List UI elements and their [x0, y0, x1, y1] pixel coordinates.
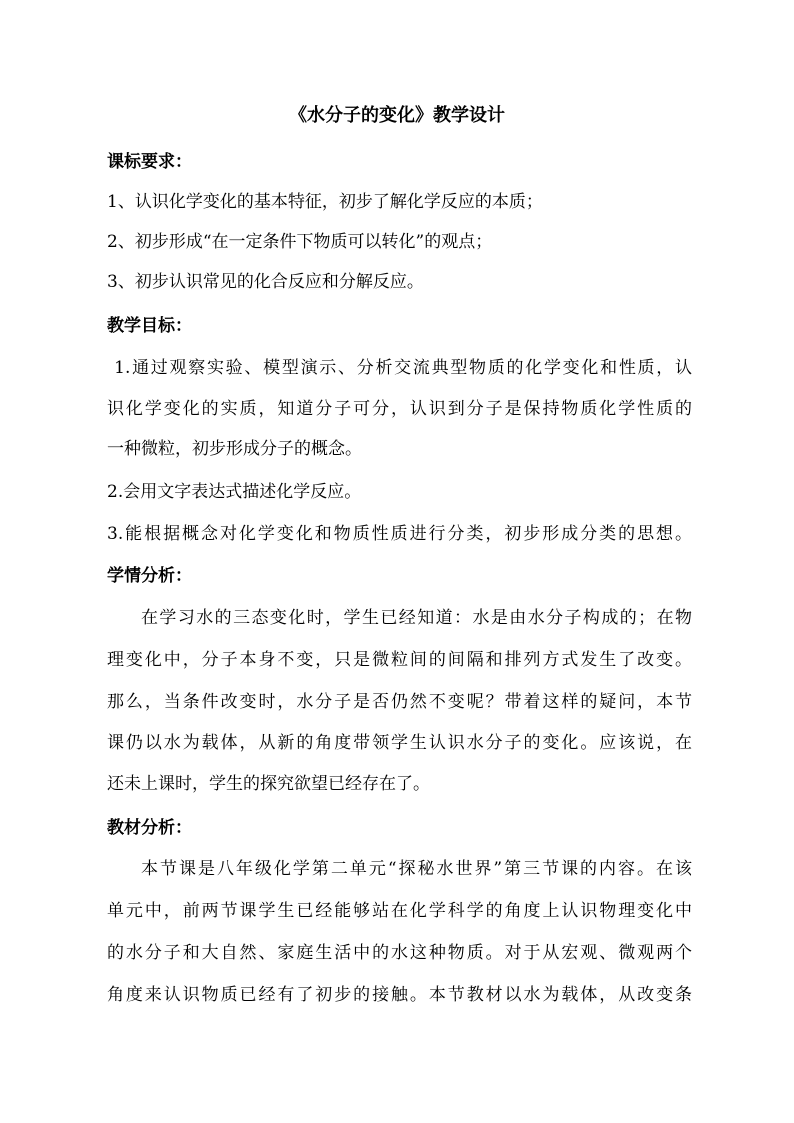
curriculum-item-3: 3、初步认识常见的化合反应和分解反应。	[107, 272, 424, 292]
student-analysis-line-2: 理变化中，分子本身不变，只是微粒间的间隔和排列方式发生了改变。	[107, 650, 692, 670]
curriculum-item-2: 2、初步形成“在一定条件下物质可以转化”的观点；	[107, 232, 493, 252]
objectives-heading: 教学目标：	[107, 316, 192, 336]
curriculum-heading: 课标要求：	[107, 152, 192, 172]
textbook-analysis-heading: 教材分析：	[107, 818, 192, 838]
objective-3: 3.能根据概念对化学变化和物质性质进行分类，初步形成分类的思想。	[107, 524, 692, 544]
textbook-analysis-line-3: 的水分子和大自然、家庭生活中的水这种物质。对于从宏观、微观两个	[107, 943, 692, 963]
document-title: 《水分子的变化》教学设计	[289, 105, 505, 126]
curriculum-item-1: 1、认识化学变化的基本特征，初步了解化学反应的本质；	[107, 192, 543, 212]
student-analysis-line-3: 那么，当条件改变时，水分子是否仍然不变呢？带着这样的疑问，本节	[107, 692, 692, 712]
textbook-analysis-line-2: 单元中，前两节课学生已经能够站在化学科学的角度上认识物理变化中	[107, 901, 692, 921]
student-analysis-heading: 学情分析：	[107, 566, 192, 586]
objective-1-line-3: 一种微粒，初步形成分子的概念。	[107, 439, 362, 459]
student-analysis-line-4: 课仍以水为载体，从新的角度带领学生认识水分子的变化。应该说，在	[107, 733, 692, 753]
objective-1-line-2: 识化学变化的实质，知道分子可分，认识到分子是保持物质化学性质的	[107, 399, 692, 419]
textbook-analysis-line-4: 角度来认识物质已经有了初步的接触。本节教材以水为载体，从改变条	[107, 985, 692, 1005]
objective-1-line-1: 1.通过观察实验、模型演示、分析交流典型物质的化学变化和性质，认	[107, 358, 692, 378]
student-analysis-line-5: 还未上课时，学生的探究欲望已经存在了。	[107, 774, 430, 794]
student-analysis-line-1: 在学习水的三态变化时，学生已经知道：水是由水分子构成的；在物	[141, 608, 692, 628]
textbook-analysis-line-1: 本节课是八年级化学第二单元“探秘水世界”第三节课的内容。在该	[141, 859, 692, 879]
objective-2: 2.会用文字表达式描述化学反应。	[107, 482, 362, 502]
